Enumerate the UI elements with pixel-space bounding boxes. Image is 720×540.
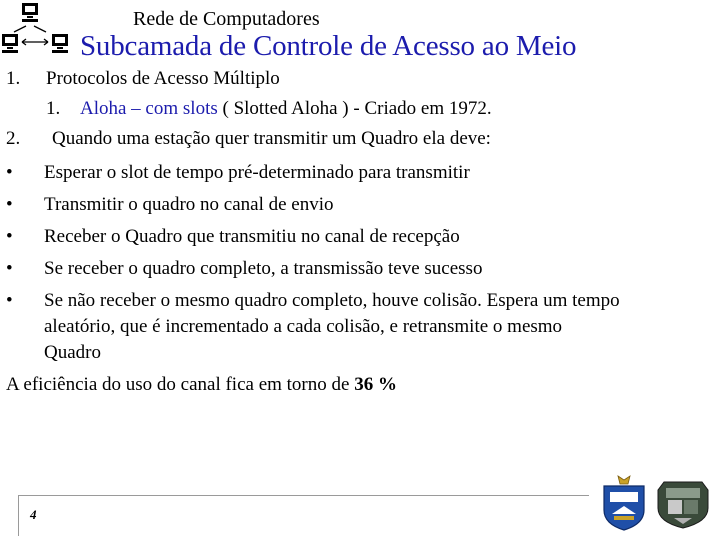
slide-title: Subcamada de Controle de Acesso ao Meio (80, 30, 577, 62)
bullet-text-line: Quadro (44, 342, 101, 363)
conclusion-label: A eficiência do uso do canal fica em torno de (6, 374, 355, 395)
bullet-text: Receber o Quadro que transmitiu no canal de recepção (44, 226, 460, 247)
footer-frame (18, 495, 589, 536)
bullet-text: Esperar o slot de tempo pré-determinado para transmitir (44, 162, 470, 183)
university-shield-icon (598, 474, 650, 532)
efficiency-value: 36 % (354, 374, 397, 395)
list-item-text: Quando uma estação quer transmitir um Quadro ela deve: (52, 128, 491, 149)
bullet-text-line: Se não receber o mesmo quadro completo, houve colisão. Espera um tempo (44, 290, 620, 311)
institute-shield-icon (654, 480, 712, 530)
bullet-marker: • (6, 258, 13, 279)
bullet-marker: • (6, 226, 13, 247)
aloha-detail: ( Slotted Aloha ) - Criado em 1972. (217, 98, 492, 119)
bullet-marker: • (6, 194, 13, 215)
list-item-text: Protocolos de Acesso Múltiplo (46, 68, 280, 89)
list-marker: 1. (6, 68, 21, 89)
page-number: 4 (30, 507, 37, 522)
network-computers-icon (0, 0, 80, 66)
bullet-text: Transmitir o quadro no canal de envio (44, 194, 334, 215)
bullet-marker: • (6, 162, 13, 183)
conclusion-text (6, 374, 397, 396)
bullet-text-line: aleatório, que é incrementado a cada colisão, e retransmite o mesmo (44, 316, 563, 337)
bullet-text: Se receber o quadro completo, a transmissão teve sucesso (44, 258, 483, 279)
list-marker: 2. (6, 128, 21, 149)
bullet-marker: • (6, 290, 13, 311)
sublist-item-text (80, 98, 492, 120)
course-title: Rede de Computadores (133, 8, 320, 30)
aloha-highlight: Aloha – com slots (80, 98, 218, 119)
sublist-marker: 1. (46, 98, 61, 119)
